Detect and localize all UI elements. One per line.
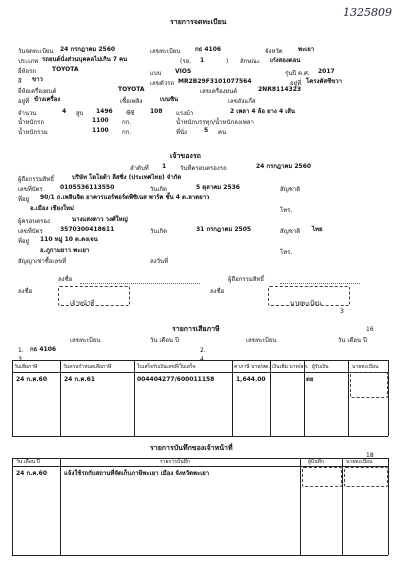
holder-label: ผู้ครอบครอง	[18, 218, 50, 225]
possess-label: วันที่ครอบครองรถ	[180, 165, 227, 172]
notes-header-cell: ผู้บันทึก	[308, 459, 324, 465]
unladen-label: น้ำหนักรถ	[18, 119, 45, 126]
chassis-value: MR2B29F3101077564	[178, 78, 252, 85]
notes-col-line-1	[60, 458, 61, 555]
tax-header-cell: ค่าภาษี บาท/สต.	[234, 364, 270, 370]
gas-tank-label: เลขถังแก๊ส	[228, 98, 256, 105]
sign-officer-role: เจ้าหน้าที่	[70, 300, 95, 307]
plate-label: เลขทะเบียน	[150, 48, 181, 55]
notes-table-top	[12, 458, 388, 459]
cc-value: 1496	[96, 108, 113, 115]
notes-registrar-stamp	[344, 467, 388, 487]
reg-date-label: วันจดทะเบียน	[18, 48, 54, 55]
color-label: สี	[18, 78, 22, 85]
tax-col-line-6	[348, 360, 349, 436]
tax-header-cell: ผู้รับเงิน	[312, 364, 329, 370]
contract-date-label: ลงวันที่	[150, 258, 169, 265]
province-label: จังหวัด	[265, 48, 283, 55]
axle-value: 2 เพลา 4 ล้อ ยาง 4 เส้น	[230, 108, 296, 115]
character-label: ลักษณะ	[240, 58, 261, 65]
unladen-unit: กก.	[122, 119, 132, 126]
engine-loc-value: ข้างเครื่อง	[34, 96, 61, 103]
owner-label: ผู้ถือกรรมสิทธิ์	[18, 176, 55, 183]
province-value: พะเยา	[298, 46, 315, 53]
corner-reference-number: 1325809	[343, 6, 392, 19]
fuel-value: เบนซิน	[160, 96, 179, 103]
chassis-label: เลขตัวรถ	[150, 80, 174, 87]
holder-phone-label: โทร.	[280, 249, 293, 256]
fuel-label: เชื้อเพลิง	[120, 98, 143, 105]
tax-header-cell: นายทะเบียน	[352, 364, 379, 370]
hp-label: แรงม้า	[176, 110, 194, 117]
owner-addr-line1: 90/1 ถ.เพลินจิต อาคารแอร์พอร์ตพีซิเนส พาร์ค ชั้น 4 ต.ลาดยาว	[40, 194, 210, 201]
holder-addr-label: ที่อยู่	[18, 238, 30, 245]
seats-unit: คน	[218, 129, 227, 136]
owner-name: บริษัท โตโยต้า ลีสซิ่ง (ประเทศไทย) จำกัด	[72, 174, 182, 181]
tax-header-cell: วันเสียภาษี	[14, 364, 38, 370]
sign-registrar-role: นายทะเบียน	[290, 300, 322, 307]
gross-label: น้ำหนักรวม	[18, 129, 48, 136]
owner-section-title: เจ้าของรถ	[170, 152, 201, 160]
tax-col-line-0	[12, 360, 13, 436]
cyl-value: 4	[62, 108, 67, 115]
unladen-value: 1100	[92, 117, 109, 124]
tax-row3-no: 3.	[18, 356, 24, 363]
notes-col-line-2	[300, 458, 301, 555]
rs-value: 1	[200, 57, 205, 64]
model-value: VIOS	[175, 68, 192, 75]
owner-id-value: 0105536113550	[60, 184, 115, 191]
tax-table-bottom	[12, 436, 388, 437]
tax-col-line-5	[304, 360, 305, 436]
tax-registrar-stamp	[350, 372, 388, 398]
holder-birth-value: 31 กรกฎาคม 2505	[196, 226, 252, 233]
engine-no-value: 2NR8114323	[258, 86, 302, 93]
type-label: ประเภท	[18, 58, 39, 65]
model-year-label: รุ่นปี ค.ศ.	[285, 70, 310, 77]
owner-nation-label: สัญชาติ	[280, 186, 301, 193]
tax-plate-label-1: เลขทะเบียน	[70, 337, 101, 344]
sign-label-1: ลงชื่อ	[58, 276, 73, 283]
possess-date: 24 กรกฎาคม 2560	[256, 163, 312, 170]
character-value: เก๋งสองตอน	[270, 57, 301, 64]
chassis-loc-value: โครงคัสซีขวา	[306, 78, 342, 85]
engine-brand-value: TOYOTA	[118, 86, 145, 93]
sign-line-owner	[280, 283, 360, 284]
holder-birth-label: วันเกิด	[150, 228, 168, 235]
tax-table-top	[12, 360, 388, 361]
owner-order-label: ลำดับที่	[130, 165, 149, 172]
notes-col-line-4	[388, 458, 389, 555]
cc-label: ซีซี	[126, 110, 135, 117]
tax-col-line-4	[270, 360, 271, 436]
tax-row4-no: 4.	[200, 356, 206, 363]
tax-header-cell: วันครบกำหนดเสียภาษี	[63, 364, 112, 370]
notes-header-cell: วัน เดือน ปี	[16, 459, 40, 465]
notes-page-number: 18	[366, 452, 374, 459]
chassis-loc-label: อยู่ที่	[290, 80, 302, 87]
owner-birth-label: วันเกิด	[150, 186, 168, 193]
notes-header-cell: นายทะเบียน	[346, 459, 373, 465]
owner-addr-label: ที่อยู่	[18, 196, 30, 203]
sign-label-2: ลงชื่อ	[18, 288, 33, 295]
sign-label-3: ลงชื่อ	[210, 288, 225, 295]
vehicle-section-title: รายการจดทะเบียน	[170, 18, 227, 26]
sign-owner-role: ผู้ถือกรรมสิทธิ์	[228, 276, 265, 283]
model-year-value: 2017	[318, 68, 335, 75]
owner-order-value: 1	[162, 163, 167, 170]
tax-date-label-2: วัน เดือน ปี	[338, 337, 367, 344]
holder-addr-line1: 110 หมู่ 10 ต.ดงเจน	[40, 236, 98, 243]
contract-label: สัญญาเช่าซื้อเลขที่	[18, 258, 67, 265]
reg-date-value: 24 กรกฎาคม 2560	[60, 46, 116, 53]
engine-loc-label: อยู่ที่	[18, 98, 30, 105]
notes-cell: 24 ก.ค.60	[16, 470, 47, 477]
tax-plate-label-2: เลขทะเบียน	[246, 337, 277, 344]
tax-table-head-bottom	[12, 372, 388, 373]
notes-col-line-0	[12, 458, 13, 555]
tax-cell: 004404277/600011158	[137, 376, 215, 383]
notes-recorder-stamp	[302, 467, 342, 487]
type-value: รถยนต์นั่งส่วนบุคคลไม่เกิน 7 คน	[42, 56, 128, 63]
owner-id-label: เลขที่บัตร	[18, 186, 43, 193]
seats-label: ที่นั่ง	[176, 129, 187, 136]
holder-id-label: เลขที่บัตร	[18, 228, 43, 235]
owner-page-number: 3	[340, 308, 344, 315]
brand-value: TOYOTA	[52, 66, 79, 73]
holder-id-value: 3570300418611	[60, 226, 115, 233]
cyl-label: จำนวน	[18, 110, 37, 117]
tax-cell: 24 ก.ค.60	[16, 376, 47, 383]
tax-col-line-2	[134, 360, 135, 436]
hp-value: 108	[150, 108, 163, 115]
payload-label: น้ำหนักบรรทุก/น้ำหนักลงเพลา	[176, 119, 254, 126]
cyl-unit: สูบ	[76, 110, 84, 117]
tax-row1-no: 1.	[18, 347, 24, 354]
tax-section-title: รายการเสียภาษี	[172, 325, 220, 333]
sign-line-1	[80, 283, 200, 284]
plate-value: กธ 4106	[195, 46, 222, 53]
notes-table-bottom	[12, 555, 388, 556]
tax-cell: 1,644.00	[236, 376, 266, 383]
notes-cell: แจ้งใช้รถกับสถานที่จัดเก็บภาษีพะเยา เมือง จังหวัดพะเยา	[64, 470, 210, 477]
seats-value: 5	[204, 127, 209, 134]
gross-value: 1100	[92, 127, 109, 134]
owner-addr-line2: อ.เมือง เชียงใหม่	[30, 205, 74, 212]
tax-row1-plate: กธ 4106	[30, 346, 57, 353]
owner-birth-value: 5 ตุลาคม 2536	[196, 184, 240, 191]
tax-col-line-7	[388, 360, 389, 436]
tax-col-line-3	[232, 360, 233, 436]
engine-no-label: เลขเครื่องยนต์	[200, 88, 238, 95]
tax-header-cell: เงินเพิ่ม บาท/สต.	[272, 364, 309, 370]
notes-header-cell: รายการบันทึก	[160, 459, 190, 465]
tax-cell: ตย	[306, 376, 314, 383]
model-label: แบบ	[150, 70, 162, 77]
tax-page-number: 16	[366, 326, 374, 333]
brand-label: ยี่ห้อรถ	[18, 68, 36, 75]
rs-close: )	[226, 58, 229, 65]
color-value: ขาว	[32, 76, 43, 83]
notes-section-title: รายการบันทึกของเจ้าหน้าที่	[150, 444, 233, 452]
holder-name: นางแสงดาว วงศ์ใหญ่	[72, 216, 128, 223]
engine-brand-label: ยี่ห้อเครื่องยนต์	[18, 88, 57, 95]
notes-col-line-3	[342, 458, 343, 555]
holder-nation-label: สัญชาติ	[280, 228, 301, 235]
owner-phone-label: โทร.	[280, 207, 293, 214]
tax-cell: 24 ก.ค.61	[64, 376, 95, 383]
tax-row2-no: 2.	[200, 347, 206, 354]
tax-date-label-1: วัน เดือน ปี	[150, 337, 179, 344]
holder-nation-value: ไทย	[312, 226, 323, 233]
tax-header-cell: ใบเสร็จรับเงินเลขที่/ใบเสร็จ	[137, 364, 196, 370]
rs-label: (รย.	[180, 58, 191, 65]
tax-col-line-1	[60, 360, 61, 436]
gross-unit: กก.	[122, 129, 132, 136]
holder-addr-line2: อ.ภูกามยาว พะเยา	[40, 247, 90, 254]
